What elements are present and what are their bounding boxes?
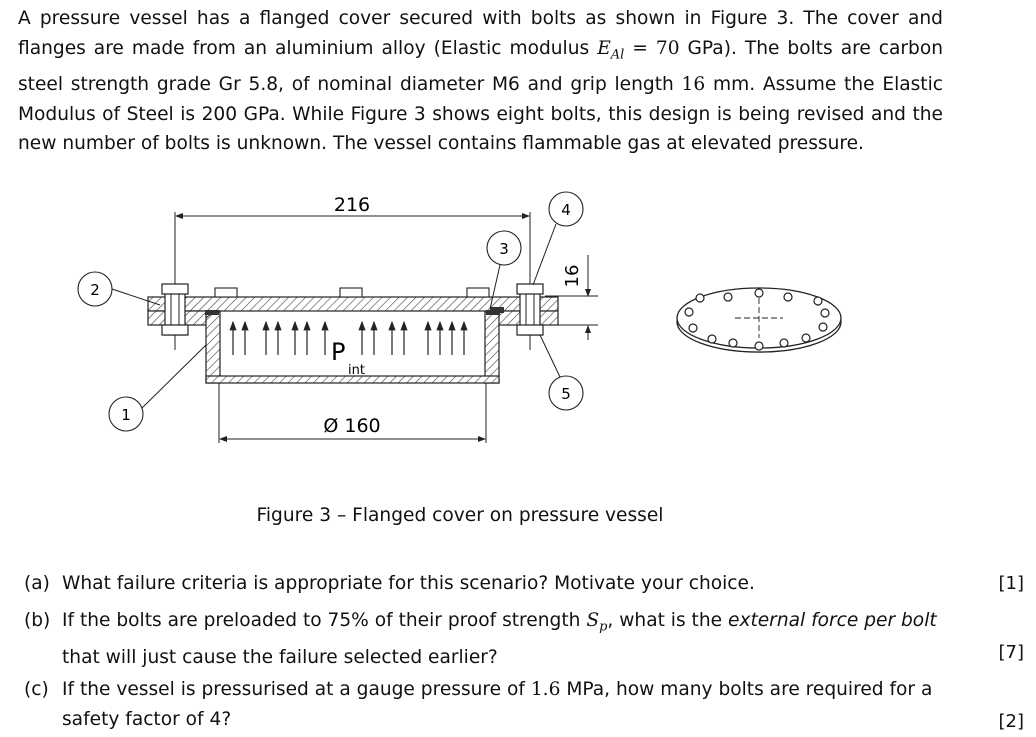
elastic-modulus-symbol: E <box>597 37 611 59</box>
gasket-right <box>490 307 504 313</box>
pressure-subscript: int <box>348 363 365 378</box>
question-b-label: (b) <box>24 610 51 631</box>
callout-2-label: 2 <box>90 281 100 299</box>
proof-strength-symbol: S <box>586 610 600 631</box>
flanged-cover-figure <box>0 180 1036 490</box>
callout-2 <box>78 272 160 306</box>
question-a-marks: [1] <box>998 573 1024 594</box>
question-b-post: that will just cause the failure selected earlier? <box>62 646 498 668</box>
dimension-160 <box>219 383 486 443</box>
intro-text-3: mm. Assume the Elastic Modulus of Steel is 200 GPa. While Figure 3 shows eight bolts, this design is being revised and the new number of bolts is unknown. The vessel contains flammable gas at elevated pressure. <box>18 73 943 155</box>
question-c-label: (c) <box>24 679 49 700</box>
question-b-mid: , what is the <box>607 610 728 631</box>
elastic-modulus-subscript: Al <box>610 47 625 63</box>
proof-strength-subscript: p <box>599 619 608 635</box>
question-b-text <box>62 606 942 673</box>
question-c-post: MPa, how many bolts are required for a safety factor of 4? <box>62 679 933 730</box>
bolt-right <box>517 284 543 350</box>
bolt-left <box>162 284 188 350</box>
pressure-value: 1.6 <box>530 679 561 700</box>
grip-length-value: 16 <box>681 73 706 95</box>
question-c-text <box>62 675 942 735</box>
question-b-emphasis: external force per bolt <box>728 610 937 631</box>
callout-4-label: 4 <box>561 201 571 219</box>
dimension-16-label: 16 <box>562 264 583 288</box>
intro-text-2: GPa). The bolts are carbon steel strength grade Gr 5.8, of nominal diameter M6 and grip length <box>18 37 944 95</box>
callout-1-label: 1 <box>121 406 131 424</box>
dimension-160-label: Ø 160 <box>323 415 381 437</box>
elastic-modulus-value: = 70 <box>624 37 680 59</box>
callout-5 <box>540 335 583 410</box>
callout-1 <box>109 345 206 431</box>
problem-statement <box>18 4 943 159</box>
question-c-pre: If the vessel is pressurised at a gauge pressure of <box>62 679 531 700</box>
question-c-marks: [2] <box>998 711 1024 732</box>
intro-text-1: A pressure vessel has a flanged cover secured with bolts as shown in Figure 3. The cover and flanges are made from an aluminium alloy (Elastic modulus <box>18 8 943 59</box>
callout-3-label: 3 <box>499 240 509 258</box>
pressure-arrows <box>233 322 464 355</box>
question-b-marks: [7] <box>998 642 1024 663</box>
dimension-216 <box>175 194 530 296</box>
callout-5-label: 5 <box>561 385 571 403</box>
bolt-heads-background <box>215 288 489 297</box>
question-a-text: What failure criteria is appropriate for this scenario? Motivate your choice. <box>62 573 755 594</box>
figure-caption: Figure 3 – Flanged cover on pressure vessel <box>256 505 664 526</box>
question-a-label: (a) <box>24 573 50 594</box>
dimension-216-label: 216 <box>333 194 371 216</box>
question-b-pre: If the bolts are preloaded to 75% of their proof strength <box>62 610 587 631</box>
pressure-label: P <box>331 338 346 366</box>
